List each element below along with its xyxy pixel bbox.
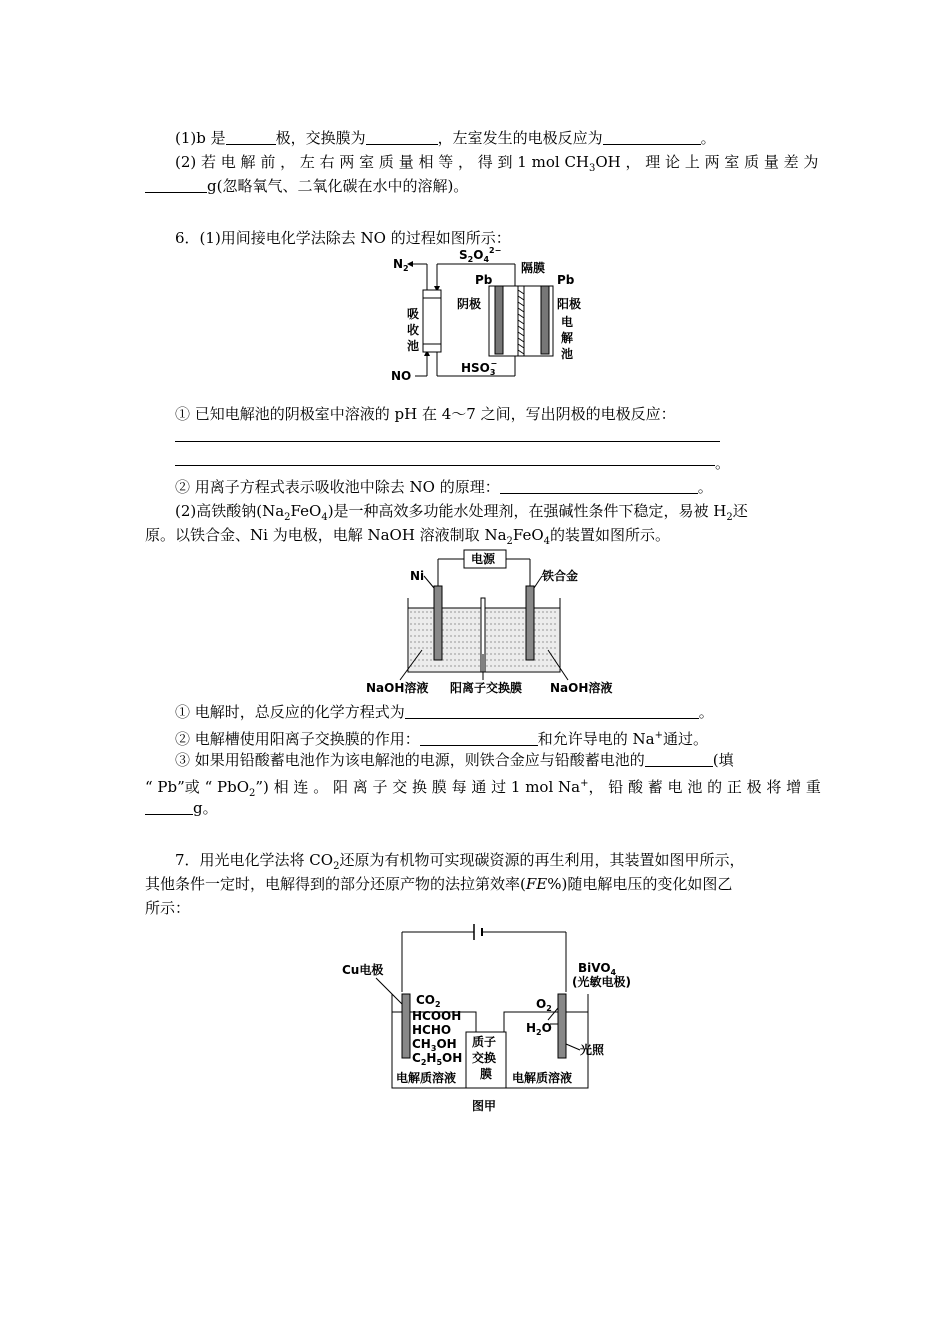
electrolyte-right-label: 电解质溶液 [512,1071,573,1085]
q6-part2-sub2: ② 电解槽使用阳离子交换膜的作用： 和允许导电的 Na+通过。 [175,730,709,748]
ni-label: Ni [410,569,425,583]
text: (2)高铁酸钠(Na [175,502,285,520]
q7-line1: 7．用光电化学法将 $CO_2$还原为有机物可实现碳资源的再生利用，其装置如图甲所示， [175,851,745,872]
cell-char-1: 电 [561,315,574,329]
answer-blank[interactable] [226,128,276,145]
text: 原。以铁合金、Ni 为电极，电解 NaOH 溶液制取 Na [145,526,507,544]
co2-label: $CO_2$ [416,993,441,1009]
electrolyte-left-label: 电解质溶液 [396,1071,457,1085]
text: (2) 若 电 解 前 ， 左 右 两 室 质 量 相 等 ， 得 到 1 mol CH [175,153,589,171]
text: (1)b 是 [175,129,226,147]
pb-right-label: Pb [557,273,575,287]
hcho-label: HCHO [412,1023,452,1037]
text: ② 电解槽使用阳离子交换膜的作用： [175,730,420,748]
partition-label: 隔膜 [521,261,546,275]
q6-part2-sub1 [175,700,807,724]
cell-char-3: 池 [561,347,574,361]
text: %)随电解电压的变化如图乙 [547,875,733,893]
pem-label-1: 质子 [472,1035,497,1049]
q6-part2-sub3-end [145,796,807,820]
answer-line[interactable] [175,465,715,466]
o2-label: $O_2$ [536,997,552,1013]
answer-blank[interactable] [420,729,538,746]
q6-part2-line1: (2)高铁酸钠$(Na_2FeO_4)$是一种高效多功能水处理剂，在强碱性条件下稳定，易被 $H_2$还 [175,502,748,523]
text: FeO [512,526,544,544]
figure-caption: 图甲 [472,1099,497,1113]
no-removal-diagram [385,246,600,386]
cu-electrode-label: Cu电极 [342,963,384,977]
text: ， 铅 酸 蓄 电 池 的 正 极 将 增 重 [588,778,821,796]
answer-blank[interactable] [645,750,713,767]
light-label: 光照 [580,1043,605,1057]
q6-part2-sub3-cont: “ Pb”或 “ PbO$_2$”) 相 连 。 阳 离 子 交 换 膜 每 通 过 1 mol Na+， 铅 酸 蓄 电 池 的 正 极 将 增 重 [145,778,821,799]
text: g(忽略氧气、二氧化碳在水中的溶解)。 [207,177,469,195]
pb-left-label: Pb [475,273,493,287]
text: ”) 相 连 。 阳 离 子 交 换 膜 每 通 过 1 mol Na [255,778,581,796]
q5-part2: (2) 若 电 解 前 ， 左 右 两 室 质 量 相 等 ， 得 到 1 mol $CH_3OH$ ， 理 论 上 两 室 质 量 差 为 [175,153,819,174]
text: 其他条件一定时，电解得到的部分还原产物的法拉第效率( [145,875,526,893]
text: 和允许导电的 Na [537,730,655,748]
text: ③ 如果用铅酸蓄电池作为该电解池的电源，则铁合金应与铅酸蓄电池的 [175,751,645,769]
text: 。 [697,478,713,496]
text: )是一种高效多功能水处理剂，在强碱性条件下稳定，易被 H [327,502,727,520]
text: OH ， 理 论 上 两 室 质 量 差 为 [595,153,819,171]
text: FeO [290,502,322,520]
photoelectrochemical-cell-diagram [336,920,656,1120]
anode-label: 阳极 [557,297,582,311]
q6-part2-sub3 [175,748,807,772]
answer-blank[interactable] [500,477,698,494]
answer-blank[interactable] [603,128,701,145]
text: ② 用离子方程式表示吸收池中除去 NO 的原理： [175,478,500,496]
text: (填 [712,751,734,769]
q5-part2-cont [145,174,807,198]
naoh-left-label: NaOH溶液 [366,681,429,695]
text: 。 [700,129,716,147]
power-label: 电源 [471,552,496,566]
text: ① 电解时，总反应的化学方程式为 [175,703,405,721]
q7-line3: 所示： [145,899,191,917]
naoh-right-label: NaOH溶液 [550,681,613,695]
hcooh-label: HCOOH [412,1009,462,1023]
membrane-label: 阳离子交换膜 [450,681,523,695]
bivo4-label: BiVO$_4$ [578,961,617,977]
q6-sub2 [175,475,807,499]
no-label: NO [391,369,412,383]
text: “ Pb”或 “ PbO [145,778,249,796]
absorber-char-3: 池 [407,339,420,353]
cell-char-2: 解 [561,331,574,345]
text: 7．用光电化学法将 CO [175,851,334,869]
photo-electrode-label: (光敏电极) [572,975,631,989]
c2h5oh-label: $C_2H_5OH$ [412,1051,463,1067]
text: 还原为有机物可实现碳资源的再生利用，其装置如图甲所示， [339,851,745,869]
n2-label: $N_2$ [393,257,409,273]
answer-blank[interactable] [405,702,699,719]
text: g。 [193,799,218,817]
text: 的装置如图所示。 [550,526,671,544]
pem-label-2: 交换 [472,1051,497,1065]
text: 极，交换膜为 [275,129,366,147]
text: FE [525,875,548,893]
text: 还 [732,502,748,520]
q6-sub1-end: 。 [715,454,731,472]
absorber-char-2: 收 [407,323,420,337]
hso3-label: $HSO_3-$ [461,359,498,377]
q6-intro: 6．(1)用间接电化学法除去 NO 的过程如图所示： [175,229,511,247]
alloy-label: 铁合金 [542,569,579,583]
q7-line2 [145,872,807,896]
answer-blank[interactable] [145,176,207,193]
text: 。 [698,703,714,721]
membrane-hatch [518,286,524,356]
cathode-label: 阴极 [457,297,482,311]
q6-part2-line2: 原。以铁合金、Ni 为电极，电解 NaOH 溶液制取 $Na_2FeO_4$的装置如图所示。 [145,526,671,547]
answer-blank[interactable] [366,128,438,145]
s2o4-label: $S_2O_4^{2-}$ [459,246,502,264]
h2o-label: $H_2O$ [526,1021,552,1037]
q5-part1 [175,126,807,150]
answer-line[interactable] [175,441,720,442]
pem-label-3: 膜 [480,1067,493,1081]
text: 通过。 [663,730,709,748]
ferrate-electrolysis-diagram [362,546,622,696]
q6-sub1: ① 已知电解池的阴极室中溶液的 pH 在 4～7 之间，写出阴极的电极反应： [175,405,676,423]
answer-blank[interactable] [145,798,193,815]
ch3oh-label: $CH_3OH$ [412,1037,457,1053]
text: ，左室发生的电极反应为 [437,129,603,147]
absorber-char-1: 吸 [407,307,420,321]
